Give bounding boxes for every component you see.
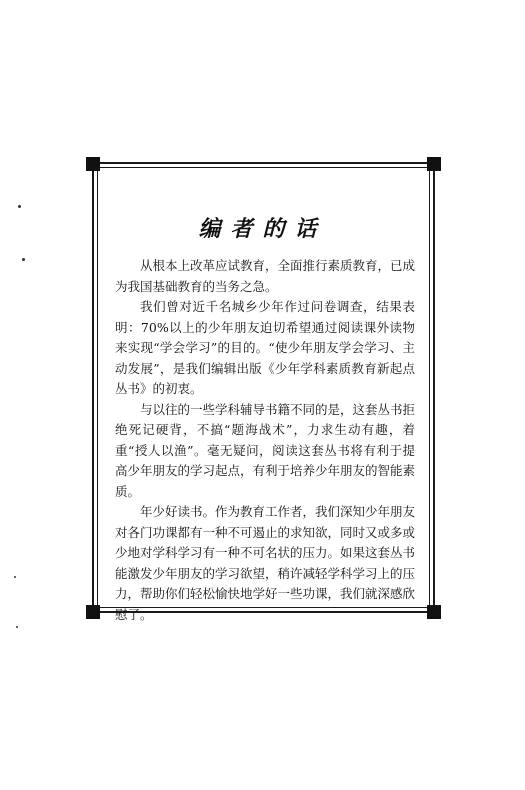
paragraph: 与以往的一些学科辅导书籍不同的是，这套丛书拒绝死记硬背，不搞“题海战术”，力求生动有趣，着重“授人以渔”。毫无疑问，阅读这套丛书将有利于提高少年朋友的学习起点，有利于培养少年朋友的智能素质。 (115, 401, 416, 499)
paragraph: 从根本上改革应试教育，全面推行素质教育，已成为我国基础教育的当务之急。 (115, 258, 416, 294)
corner-ornament-top-left (86, 157, 100, 171)
scan-speck (18, 205, 21, 208)
corner-ornament-bottom-right (427, 605, 441, 619)
scan-speck (22, 258, 25, 261)
corner-ornament-top-right (427, 157, 441, 171)
paragraph: 年少好读书。作为教育工作者，我们深知少年朋友对各门功课都有一种不可遏止的求知欲，同时又或多或少地对学科学习有一种不可名状的压力。如果这套丛书能激发少年朋友的学习欲望，稍许减轻学科学习上的压力，帮助你们轻松愉快地学好一些功课，我们就深感欣慰了。 (115, 504, 416, 622)
corner-ornament-bottom-left (86, 605, 100, 619)
scan-speck (16, 626, 18, 628)
paragraph: 我们曾对近千名城乡少年作过问卷调查，结果表明：70%以上的少年朋友迫切希望通过阅读课外读物来实现“学会学习”的目的。“使少年朋友学会学习、主动发展”，是我们编辑出版《少年学科素质教育新起点丛书》的初衷。 (115, 299, 415, 396)
preface-body (115, 256, 415, 625)
scan-speck (14, 576, 16, 578)
page-title: 编者的话 (198, 216, 327, 242)
